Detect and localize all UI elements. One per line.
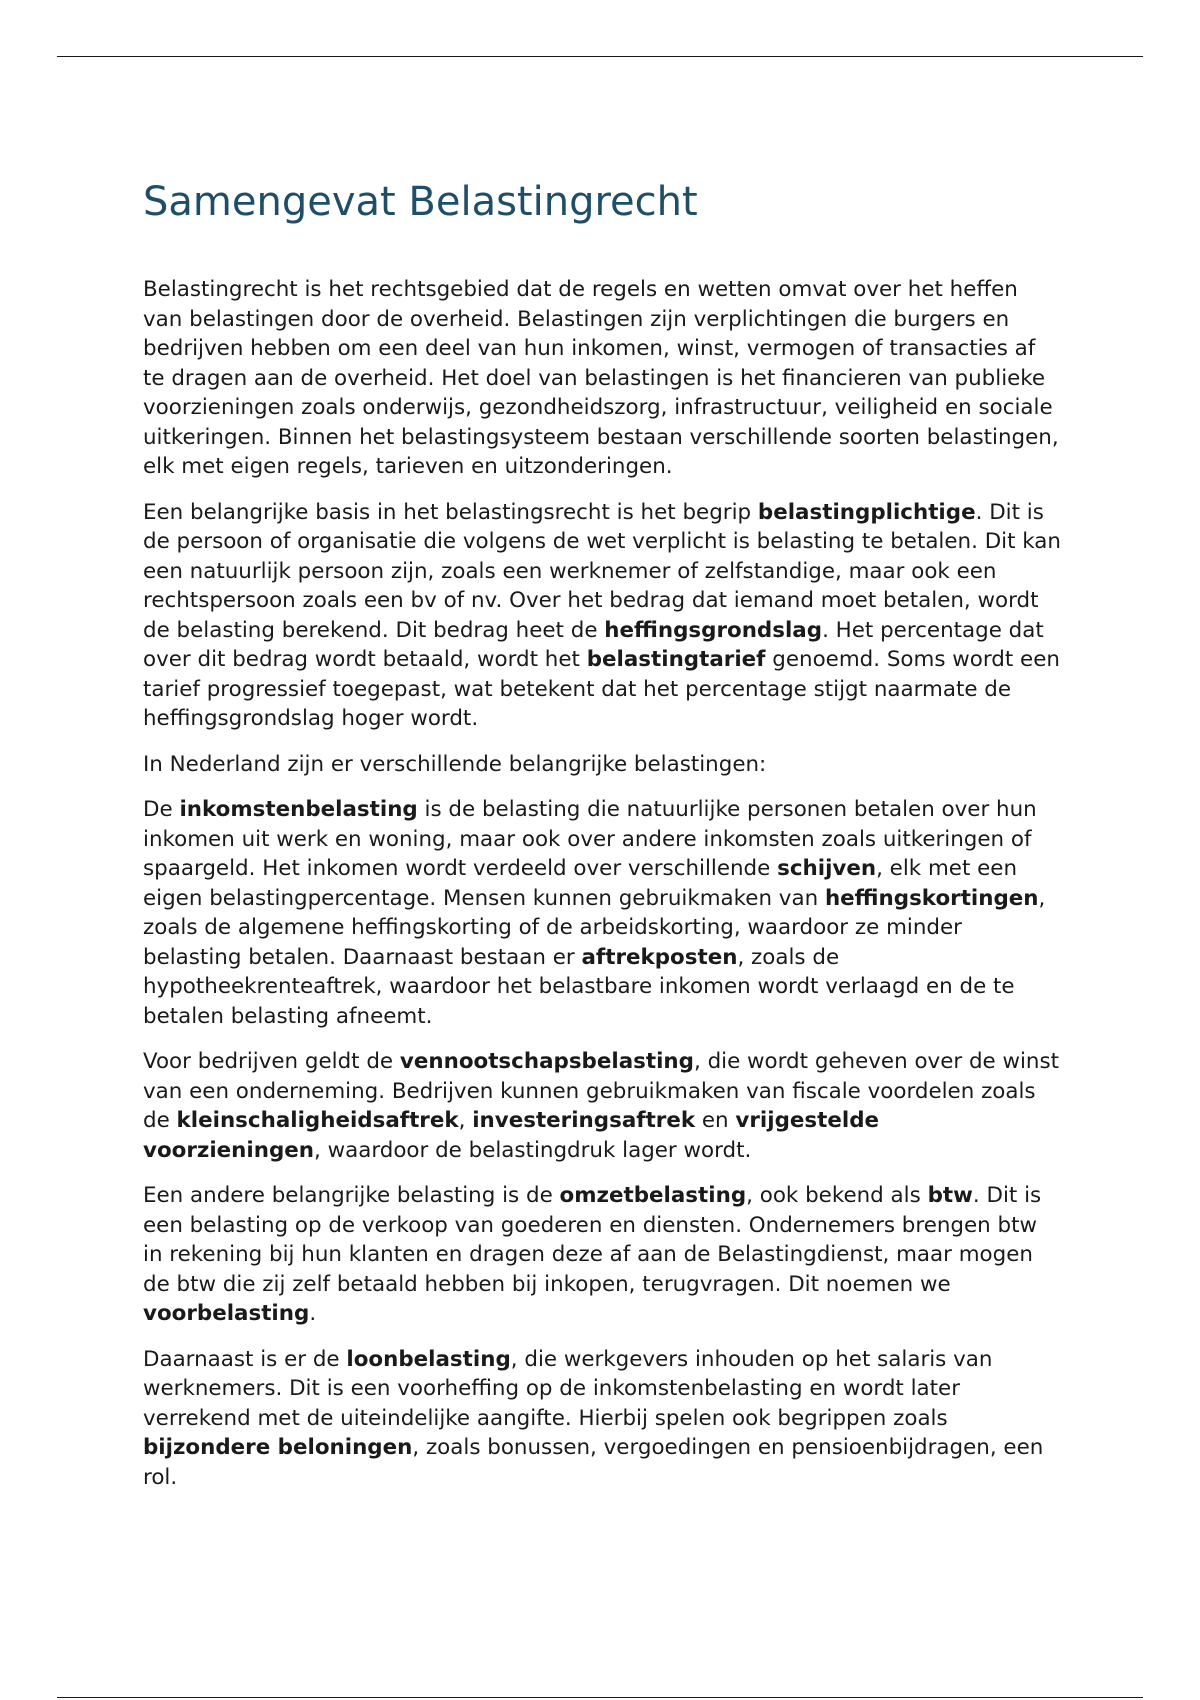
paragraph-6 bbox=[143, 1181, 1063, 1329]
paragraph-7 bbox=[143, 1345, 1063, 1493]
key-term: kleinschaligheidsaftrek bbox=[176, 1108, 459, 1133]
key-term: schijven bbox=[777, 856, 877, 881]
text-run: Een belangrijke basis in het belastingsrecht is het begrip bbox=[143, 499, 758, 525]
key-term: aftrekposten bbox=[581, 944, 738, 970]
header-rule bbox=[57, 56, 1143, 57]
text-run: is de belasting die natuurlijke personen betalen over hun inkomen uit werk en woning, maar ook over andere inkomsten zoals uitkeringen of spaargeld. Het inkomen wordt verdeeld over verschillende bbox=[143, 797, 1037, 881]
key-term: vennootschapsbelasting bbox=[399, 1049, 694, 1074]
key-term: inkomstenbelasting bbox=[179, 797, 418, 822]
text-run: Daarnaast is er de bbox=[143, 1346, 347, 1372]
paragraph-2 bbox=[143, 498, 1063, 734]
text-run: . Dit is de persoon of organisatie die volgens de wet verplicht is belasting te betalen. Dit kan een natuurlijk persoon zijn, zoals een werknemer of zelfstandige, maar ook een rechtspersoon zoals een bv of nv. Over het bedrag dat iemand moet betalen, wordt de belasting berekend. Dit bedrag heet de bbox=[143, 499, 1061, 643]
document-content bbox=[143, 172, 1063, 1508]
text-run: . Het percentage dat over dit bedrag wordt betaald, wordt het bbox=[143, 617, 1044, 672]
key-term: loonbelasting bbox=[346, 1346, 511, 1372]
page-title: Samengevat Belastingrecht bbox=[143, 179, 698, 225]
key-term: vrijgestelde voorzieningen bbox=[143, 1108, 880, 1163]
key-term: investeringsaftrek bbox=[472, 1108, 696, 1133]
footer-rule bbox=[57, 1697, 1143, 1698]
text-run: Belastingrecht is het rechtsgebied dat de regels en wetten omvat over het heffen van belastingen door de overheid. Belastingen zijn verplichtingen die burgers en bedrijven hebben om een deel van hun inkomen, winst, vermogen of transacties af te dragen aan de overheid. Het doel van belastingen is het financieren van publieke voorzieningen zoals onderwijs, gezondheidszorg, infrastructuur, veiligheid en sociale uitkeringen. Binnen het belastingsysteem bestaan verschillende soorten belastingen, elk met eigen regels, tarieven en uitzonderingen. bbox=[143, 277, 1059, 479]
text-run: , waardoor de belastingdruk lager wordt. bbox=[314, 1137, 752, 1163]
text-run: In Nederland zijn er verschillende belangrijke belastingen: bbox=[143, 751, 767, 777]
text-run: , zoals de hypotheekrenteaftrek, waardoor het belastbare inkomen wordt verlaagd en de te betalen belasting afneemt. bbox=[143, 944, 1015, 1029]
key-term: btw bbox=[927, 1183, 973, 1208]
text-run: , bbox=[458, 1108, 473, 1133]
text-run: , elk met een eigen belastingpercentage. Mensen kunnen gebruikmaken van bbox=[143, 856, 1018, 911]
key-term: omzetbelasting bbox=[559, 1183, 747, 1208]
key-term: belastingtarief bbox=[586, 647, 766, 672]
text-run: , die wordt geheven over de winst van een onderneming. Bedrijven kunnen gebruikmaken van fiscale voordelen zoals de bbox=[143, 1049, 1060, 1133]
text-run: Voor bedrijven geldt de bbox=[143, 1049, 400, 1074]
key-term: belastingplichtige bbox=[757, 499, 976, 525]
key-term: heffingsgrondslag bbox=[604, 617, 823, 643]
text-run: De bbox=[143, 797, 180, 822]
text-run: , die werkgevers inhouden op het salaris van werknemers. Dit is een voorheffing op de inkomstenbelasting en wordt later verrekend met de uiteindelijke aangifte. Hierbij spelen ook begrippen zoals bbox=[143, 1346, 993, 1431]
text-run: , zoals de algemene heffingskorting of de arbeidskorting, waardoor ze minder belasting betalen. Daarnaast bestaan er bbox=[143, 885, 1046, 970]
key-term: bijzondere beloningen bbox=[143, 1435, 413, 1460]
key-term: voorbelasting bbox=[143, 1301, 310, 1326]
text-run: , zoals bonussen, vergoedingen en pensioenbijdragen, een rol. bbox=[143, 1435, 1044, 1490]
text-run: Een andere belangrijke belasting is de bbox=[143, 1183, 560, 1208]
text-run: genoemd. Soms wordt een tarief progressief toegepast, wat betekent dat het percentage stijgt naarmate de heffingsgrondslag hoger wordt. bbox=[143, 647, 1060, 731]
paragraph-1 bbox=[143, 275, 1063, 482]
text-run: . bbox=[309, 1301, 317, 1326]
key-term: heffingskortingen bbox=[824, 885, 1039, 911]
document-body bbox=[143, 275, 1063, 1492]
paragraph-3 bbox=[143, 750, 1063, 780]
text-run: en bbox=[695, 1108, 736, 1133]
paragraph-4 bbox=[143, 795, 1063, 1031]
text-run: , ook bekend als bbox=[746, 1183, 928, 1208]
text-run: . Dit is een belasting op de verkoop van goederen en diensten. Ondernemers brengen btw in rekening bij hun klanten en dragen deze af aan de Belastingdienst, maar mogen de btw die zij zelf betaald hebben bij inkopen, terugvragen. Dit noemen we bbox=[143, 1183, 1042, 1297]
paragraph-5 bbox=[143, 1047, 1063, 1165]
